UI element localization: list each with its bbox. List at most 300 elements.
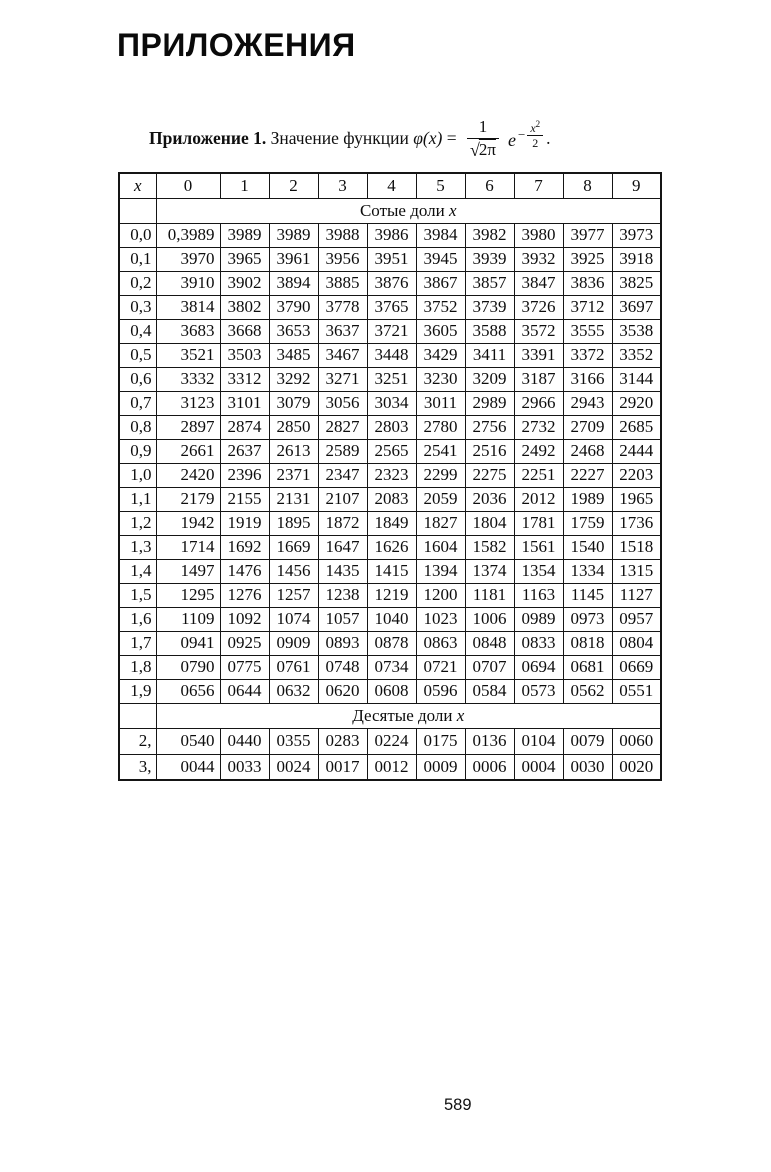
- value-cell: 2943: [563, 391, 612, 415]
- value-cell: 2827: [318, 415, 367, 439]
- value-cell: 0957: [612, 607, 661, 631]
- col-header-8: 8: [563, 173, 612, 198]
- value-cell: 3945: [416, 247, 465, 271]
- value-cell: 1219: [367, 583, 416, 607]
- period: .: [546, 127, 551, 148]
- table-row: [119, 247, 661, 271]
- value-cell: 0355: [269, 728, 318, 754]
- value-cell: 0,3989: [156, 223, 220, 247]
- value-cell: 3668: [220, 319, 269, 343]
- value-cell: 1057: [318, 607, 367, 631]
- value-cell: 3011: [416, 391, 465, 415]
- value-cell: 3448: [367, 343, 416, 367]
- value-cell: 3778: [318, 295, 367, 319]
- value-cell: 0044: [156, 754, 220, 780]
- value-cell: 2227: [563, 463, 612, 487]
- value-cell: 2347: [318, 463, 367, 487]
- value-cell: 0863: [416, 631, 465, 655]
- row-label: 0,5: [119, 343, 156, 367]
- value-cell: 1092: [220, 607, 269, 631]
- value-cell: 1435: [318, 559, 367, 583]
- value-cell: 3166: [563, 367, 612, 391]
- row-label: 1,8: [119, 655, 156, 679]
- row-label: 1,1: [119, 487, 156, 511]
- table-row: [119, 367, 661, 391]
- value-cell: 0909: [269, 631, 318, 655]
- value-cell: 0878: [367, 631, 416, 655]
- value-cell: 0656: [156, 679, 220, 703]
- row-label: 1,9: [119, 679, 156, 703]
- section-row: [119, 703, 661, 728]
- value-cell: 1181: [465, 583, 514, 607]
- row-label: 1,3: [119, 535, 156, 559]
- value-cell: 0644: [220, 679, 269, 703]
- value-cell: 1145: [563, 583, 612, 607]
- exponential-term: [507, 118, 543, 153]
- value-cell: 3503: [220, 343, 269, 367]
- value-cell: 3894: [269, 271, 318, 295]
- value-cell: 1827: [416, 511, 465, 535]
- value-cell: 2780: [416, 415, 465, 439]
- value-cell: 2036: [465, 487, 514, 511]
- value-cell: 1604: [416, 535, 465, 559]
- row-label: 2,: [119, 728, 156, 754]
- value-cell: 0060: [612, 728, 661, 754]
- value-cell: 3980: [514, 223, 563, 247]
- value-cell: 3977: [563, 223, 612, 247]
- value-cell: 1257: [269, 583, 318, 607]
- value-cell: 3961: [269, 247, 318, 271]
- value-cell: 0584: [465, 679, 514, 703]
- col-header-9: 9: [612, 173, 661, 198]
- value-cell: 3956: [318, 247, 367, 271]
- value-cell: 3034: [367, 391, 416, 415]
- value-cell: 3697: [612, 295, 661, 319]
- value-cell: 3982: [465, 223, 514, 247]
- equals-sign: =: [442, 127, 461, 148]
- value-cell: 1200: [416, 583, 465, 607]
- value-cell: 0024: [269, 754, 318, 780]
- value-cell: 3123: [156, 391, 220, 415]
- value-cell: 3637: [318, 319, 367, 343]
- value-cell: 3271: [318, 367, 367, 391]
- value-cell: 3230: [416, 367, 465, 391]
- row-label: 0,6: [119, 367, 156, 391]
- minus-sign: −: [517, 126, 526, 142]
- value-cell: 1582: [465, 535, 514, 559]
- value-cell: 0017: [318, 754, 367, 780]
- value-cell: 3989: [220, 223, 269, 247]
- table-row: [119, 415, 661, 439]
- value-cell: 1919: [220, 511, 269, 535]
- value-cell: 2589: [318, 439, 367, 463]
- value-cell: 3467: [318, 343, 367, 367]
- value-cell: 3836: [563, 271, 612, 295]
- value-cell: 3802: [220, 295, 269, 319]
- value-cell: 3932: [514, 247, 563, 271]
- value-cell: 0540: [156, 728, 220, 754]
- value-cell: 1295: [156, 583, 220, 607]
- value-cell: 3765: [367, 295, 416, 319]
- corner-header-x: x: [119, 173, 156, 198]
- value-cell: 2299: [416, 463, 465, 487]
- row-label: 1,5: [119, 583, 156, 607]
- value-cell: 3352: [612, 343, 661, 367]
- value-cell: 3721: [367, 319, 416, 343]
- value-cell: 2179: [156, 487, 220, 511]
- value-cell: 1736: [612, 511, 661, 535]
- table-row: [119, 463, 661, 487]
- row-label: 0,9: [119, 439, 156, 463]
- value-cell: 3292: [269, 367, 318, 391]
- value-cell: 1804: [465, 511, 514, 535]
- value-cell: 1561: [514, 535, 563, 559]
- table-row: [119, 728, 661, 754]
- value-cell: 0020: [612, 754, 661, 780]
- value-cell: 0761: [269, 655, 318, 679]
- value-cell: 1895: [269, 511, 318, 535]
- radical-sign-icon: √: [469, 140, 480, 160]
- squared-superscript: 2: [535, 118, 541, 129]
- value-cell: 3056: [318, 391, 367, 415]
- value-cell: 1040: [367, 607, 416, 631]
- value-cell: 3312: [220, 367, 269, 391]
- value-cell: 3683: [156, 319, 220, 343]
- value-cell: 3391: [514, 343, 563, 367]
- value-cell: 2637: [220, 439, 269, 463]
- col-header-1: 1: [220, 173, 269, 198]
- value-cell: 3372: [563, 343, 612, 367]
- value-cell: 2371: [269, 463, 318, 487]
- radicand: 2π: [478, 140, 496, 159]
- e-base: e: [507, 129, 516, 150]
- value-cell: 1127: [612, 583, 661, 607]
- value-cell: 0973: [563, 607, 612, 631]
- value-cell: 0632: [269, 679, 318, 703]
- table-row: [119, 679, 661, 703]
- row-label: 0,3: [119, 295, 156, 319]
- value-cell: 1989: [563, 487, 612, 511]
- value-cell: 3885: [318, 271, 367, 295]
- table-row: [119, 271, 661, 295]
- value-cell: 3965: [220, 247, 269, 271]
- phi-function: φ(x): [413, 127, 443, 148]
- caption-label: Приложение 1.: [149, 127, 267, 148]
- value-cell: 1354: [514, 559, 563, 583]
- value-cell: 2275: [465, 463, 514, 487]
- value-cell: 3825: [612, 271, 661, 295]
- value-cell: 1781: [514, 511, 563, 535]
- value-cell: 0030: [563, 754, 612, 780]
- value-cell: 2323: [367, 463, 416, 487]
- value-cell: 1965: [612, 487, 661, 511]
- value-cell: 3101: [220, 391, 269, 415]
- value-cell: 3876: [367, 271, 416, 295]
- value-cell: 3251: [367, 367, 416, 391]
- col-header-0: 0: [156, 173, 220, 198]
- value-cell: 0608: [367, 679, 416, 703]
- value-cell: 0775: [220, 655, 269, 679]
- value-cell: 1647: [318, 535, 367, 559]
- value-cell: 2803: [367, 415, 416, 439]
- table-row: [119, 487, 661, 511]
- value-cell: 3555: [563, 319, 612, 343]
- value-cell: 3144: [612, 367, 661, 391]
- value-cell: 2396: [220, 463, 269, 487]
- value-cell: 3989: [269, 223, 318, 247]
- value-cell: 1942: [156, 511, 220, 535]
- value-cell: 3429: [416, 343, 465, 367]
- table-row: [119, 391, 661, 415]
- value-cell: 2516: [465, 439, 514, 463]
- value-cell: 1394: [416, 559, 465, 583]
- value-cell: 3902: [220, 271, 269, 295]
- col-header-3: 3: [318, 173, 367, 198]
- value-cell: 3739: [465, 295, 514, 319]
- value-cell: 0079: [563, 728, 612, 754]
- value-cell: 3411: [465, 343, 514, 367]
- value-cell: 2989: [465, 391, 514, 415]
- table-caption: [149, 112, 551, 164]
- value-cell: 2107: [318, 487, 367, 511]
- value-cell: 2444: [612, 439, 661, 463]
- value-cell: 0004: [514, 754, 563, 780]
- value-cell: 3918: [612, 247, 661, 271]
- value-cell: 3653: [269, 319, 318, 343]
- value-cell: 3572: [514, 319, 563, 343]
- table-row: [119, 655, 661, 679]
- table-row: [119, 319, 661, 343]
- page-number: 589: [444, 1096, 472, 1114]
- row-label: 3,: [119, 754, 156, 780]
- value-cell: 2012: [514, 487, 563, 511]
- value-cell: 3790: [269, 295, 318, 319]
- value-cell: 0283: [318, 728, 367, 754]
- value-cell: 3970: [156, 247, 220, 271]
- phi-value-table: [118, 172, 662, 781]
- value-cell: 3814: [156, 295, 220, 319]
- value-cell: 3605: [416, 319, 465, 343]
- value-cell: 0562: [563, 679, 612, 703]
- row-label: 0,8: [119, 415, 156, 439]
- table-row: [119, 583, 661, 607]
- value-cell: 1497: [156, 559, 220, 583]
- value-cell: 3910: [156, 271, 220, 295]
- row-label: 1,4: [119, 559, 156, 583]
- value-cell: 2709: [563, 415, 612, 439]
- value-cell: 3925: [563, 247, 612, 271]
- value-cell: 1518: [612, 535, 661, 559]
- value-cell: 2131: [269, 487, 318, 511]
- table-row: [119, 295, 661, 319]
- value-cell: 2920: [612, 391, 661, 415]
- value-cell: 2966: [514, 391, 563, 415]
- section-label: Сотые доли x: [156, 198, 661, 223]
- value-cell: 3485: [269, 343, 318, 367]
- value-cell: 1872: [318, 511, 367, 535]
- value-cell: 3984: [416, 223, 465, 247]
- value-cell: 1163: [514, 583, 563, 607]
- fraction-numerator: 1: [478, 117, 488, 136]
- value-cell: 3332: [156, 367, 220, 391]
- section-row: [119, 198, 661, 223]
- table-row: [119, 223, 661, 247]
- value-cell: 0941: [156, 631, 220, 655]
- value-cell: 3973: [612, 223, 661, 247]
- fraction: [467, 117, 499, 159]
- value-cell: 1669: [269, 535, 318, 559]
- value-cell: 1074: [269, 607, 318, 631]
- value-cell: 1759: [563, 511, 612, 535]
- value-cell: 0818: [563, 631, 612, 655]
- value-cell: 1626: [367, 535, 416, 559]
- value-cell: 1238: [318, 583, 367, 607]
- row-label: 1,0: [119, 463, 156, 487]
- value-cell: 0734: [367, 655, 416, 679]
- row-label: 0,0: [119, 223, 156, 247]
- row-label: 1,7: [119, 631, 156, 655]
- section-label-variable: x: [448, 200, 457, 220]
- value-cell: 0596: [416, 679, 465, 703]
- value-cell: 2420: [156, 463, 220, 487]
- section-label-variable: x: [456, 705, 465, 725]
- value-cell: 2565: [367, 439, 416, 463]
- table-row: [119, 754, 661, 780]
- row-label: 0,4: [119, 319, 156, 343]
- value-cell: 0573: [514, 679, 563, 703]
- value-cell: 0620: [318, 679, 367, 703]
- value-cell: 3209: [465, 367, 514, 391]
- col-header-6: 6: [465, 173, 514, 198]
- value-cell: 2155: [220, 487, 269, 511]
- value-cell: 0012: [367, 754, 416, 780]
- table-row: [119, 511, 661, 535]
- value-cell: 1849: [367, 511, 416, 535]
- value-cell: 3726: [514, 295, 563, 319]
- exponent: [518, 120, 543, 149]
- value-cell: 3986: [367, 223, 416, 247]
- value-cell: 0925: [220, 631, 269, 655]
- value-cell: 2874: [220, 415, 269, 439]
- fraction-denominator: [467, 138, 499, 159]
- col-header-7: 7: [514, 173, 563, 198]
- table-row: [119, 535, 661, 559]
- value-cell: 3079: [269, 391, 318, 415]
- table-body: [119, 198, 661, 780]
- value-cell: 3538: [612, 319, 661, 343]
- table-row: [119, 631, 661, 655]
- value-cell: 0989: [514, 607, 563, 631]
- value-cell: 0175: [416, 728, 465, 754]
- value-cell: 0136: [465, 728, 514, 754]
- value-cell: 3712: [563, 295, 612, 319]
- row-label: 0,1: [119, 247, 156, 271]
- col-header-4: 4: [367, 173, 416, 198]
- col-header-2: 2: [269, 173, 318, 198]
- table-row: [119, 439, 661, 463]
- phi-table-wrapper: [118, 172, 662, 781]
- value-cell: 2850: [269, 415, 318, 439]
- value-cell: 1006: [465, 607, 514, 631]
- row-label: 0,7: [119, 391, 156, 415]
- value-cell: 0681: [563, 655, 612, 679]
- value-cell: 1714: [156, 535, 220, 559]
- value-cell: 2685: [612, 415, 661, 439]
- section-label: Десятые доли x: [156, 703, 661, 728]
- value-cell: 0790: [156, 655, 220, 679]
- value-cell: 1109: [156, 607, 220, 631]
- value-cell: 3752: [416, 295, 465, 319]
- value-cell: 0833: [514, 631, 563, 655]
- value-cell: 3951: [367, 247, 416, 271]
- value-cell: 0224: [367, 728, 416, 754]
- value-cell: 2083: [367, 487, 416, 511]
- value-cell: 0707: [465, 655, 514, 679]
- value-cell: 0669: [612, 655, 661, 679]
- value-cell: 1415: [367, 559, 416, 583]
- value-cell: 3867: [416, 271, 465, 295]
- value-cell: 1692: [220, 535, 269, 559]
- value-cell: 1374: [465, 559, 514, 583]
- value-cell: 2541: [416, 439, 465, 463]
- value-cell: 1456: [269, 559, 318, 583]
- value-cell: 3521: [156, 343, 220, 367]
- value-cell: 0848: [465, 631, 514, 655]
- value-cell: 0721: [416, 655, 465, 679]
- col-header-5: 5: [416, 173, 465, 198]
- value-cell: 2059: [416, 487, 465, 511]
- value-cell: 0033: [220, 754, 269, 780]
- value-cell: 0748: [318, 655, 367, 679]
- value-cell: 1023: [416, 607, 465, 631]
- caption-text: Значение функции: [266, 127, 414, 148]
- value-cell: 2613: [269, 439, 318, 463]
- value-cell: 3187: [514, 367, 563, 391]
- row-label: 1,2: [119, 511, 156, 535]
- section-empty-cell: [119, 703, 156, 728]
- value-cell: 2203: [612, 463, 661, 487]
- value-cell: 0006: [465, 754, 514, 780]
- exponent-numerator: $x^2$: [527, 120, 543, 136]
- value-cell: 1540: [563, 535, 612, 559]
- value-cell: 0440: [220, 728, 269, 754]
- value-cell: 0104: [514, 728, 563, 754]
- value-cell: 3939: [465, 247, 514, 271]
- value-cell: 3847: [514, 271, 563, 295]
- row-label: 0,2: [119, 271, 156, 295]
- value-cell: 2732: [514, 415, 563, 439]
- value-cell: 0893: [318, 631, 367, 655]
- table-row: [119, 607, 661, 631]
- column-header-row: [119, 173, 661, 198]
- value-cell: 1334: [563, 559, 612, 583]
- value-cell: 0804: [612, 631, 661, 655]
- value-cell: 2897: [156, 415, 220, 439]
- value-cell: 0551: [612, 679, 661, 703]
- table-row: [119, 559, 661, 583]
- value-cell: 1315: [612, 559, 661, 583]
- value-cell: 1476: [220, 559, 269, 583]
- value-cell: 0694: [514, 655, 563, 679]
- value-cell: 2468: [563, 439, 612, 463]
- exponent-denominator: 2: [532, 135, 539, 150]
- value-cell: 1276: [220, 583, 269, 607]
- value-cell: 2251: [514, 463, 563, 487]
- value-cell: 3588: [465, 319, 514, 343]
- section-empty-cell: [119, 198, 156, 223]
- row-label: 1,6: [119, 607, 156, 631]
- exponent-fraction: [527, 120, 543, 149]
